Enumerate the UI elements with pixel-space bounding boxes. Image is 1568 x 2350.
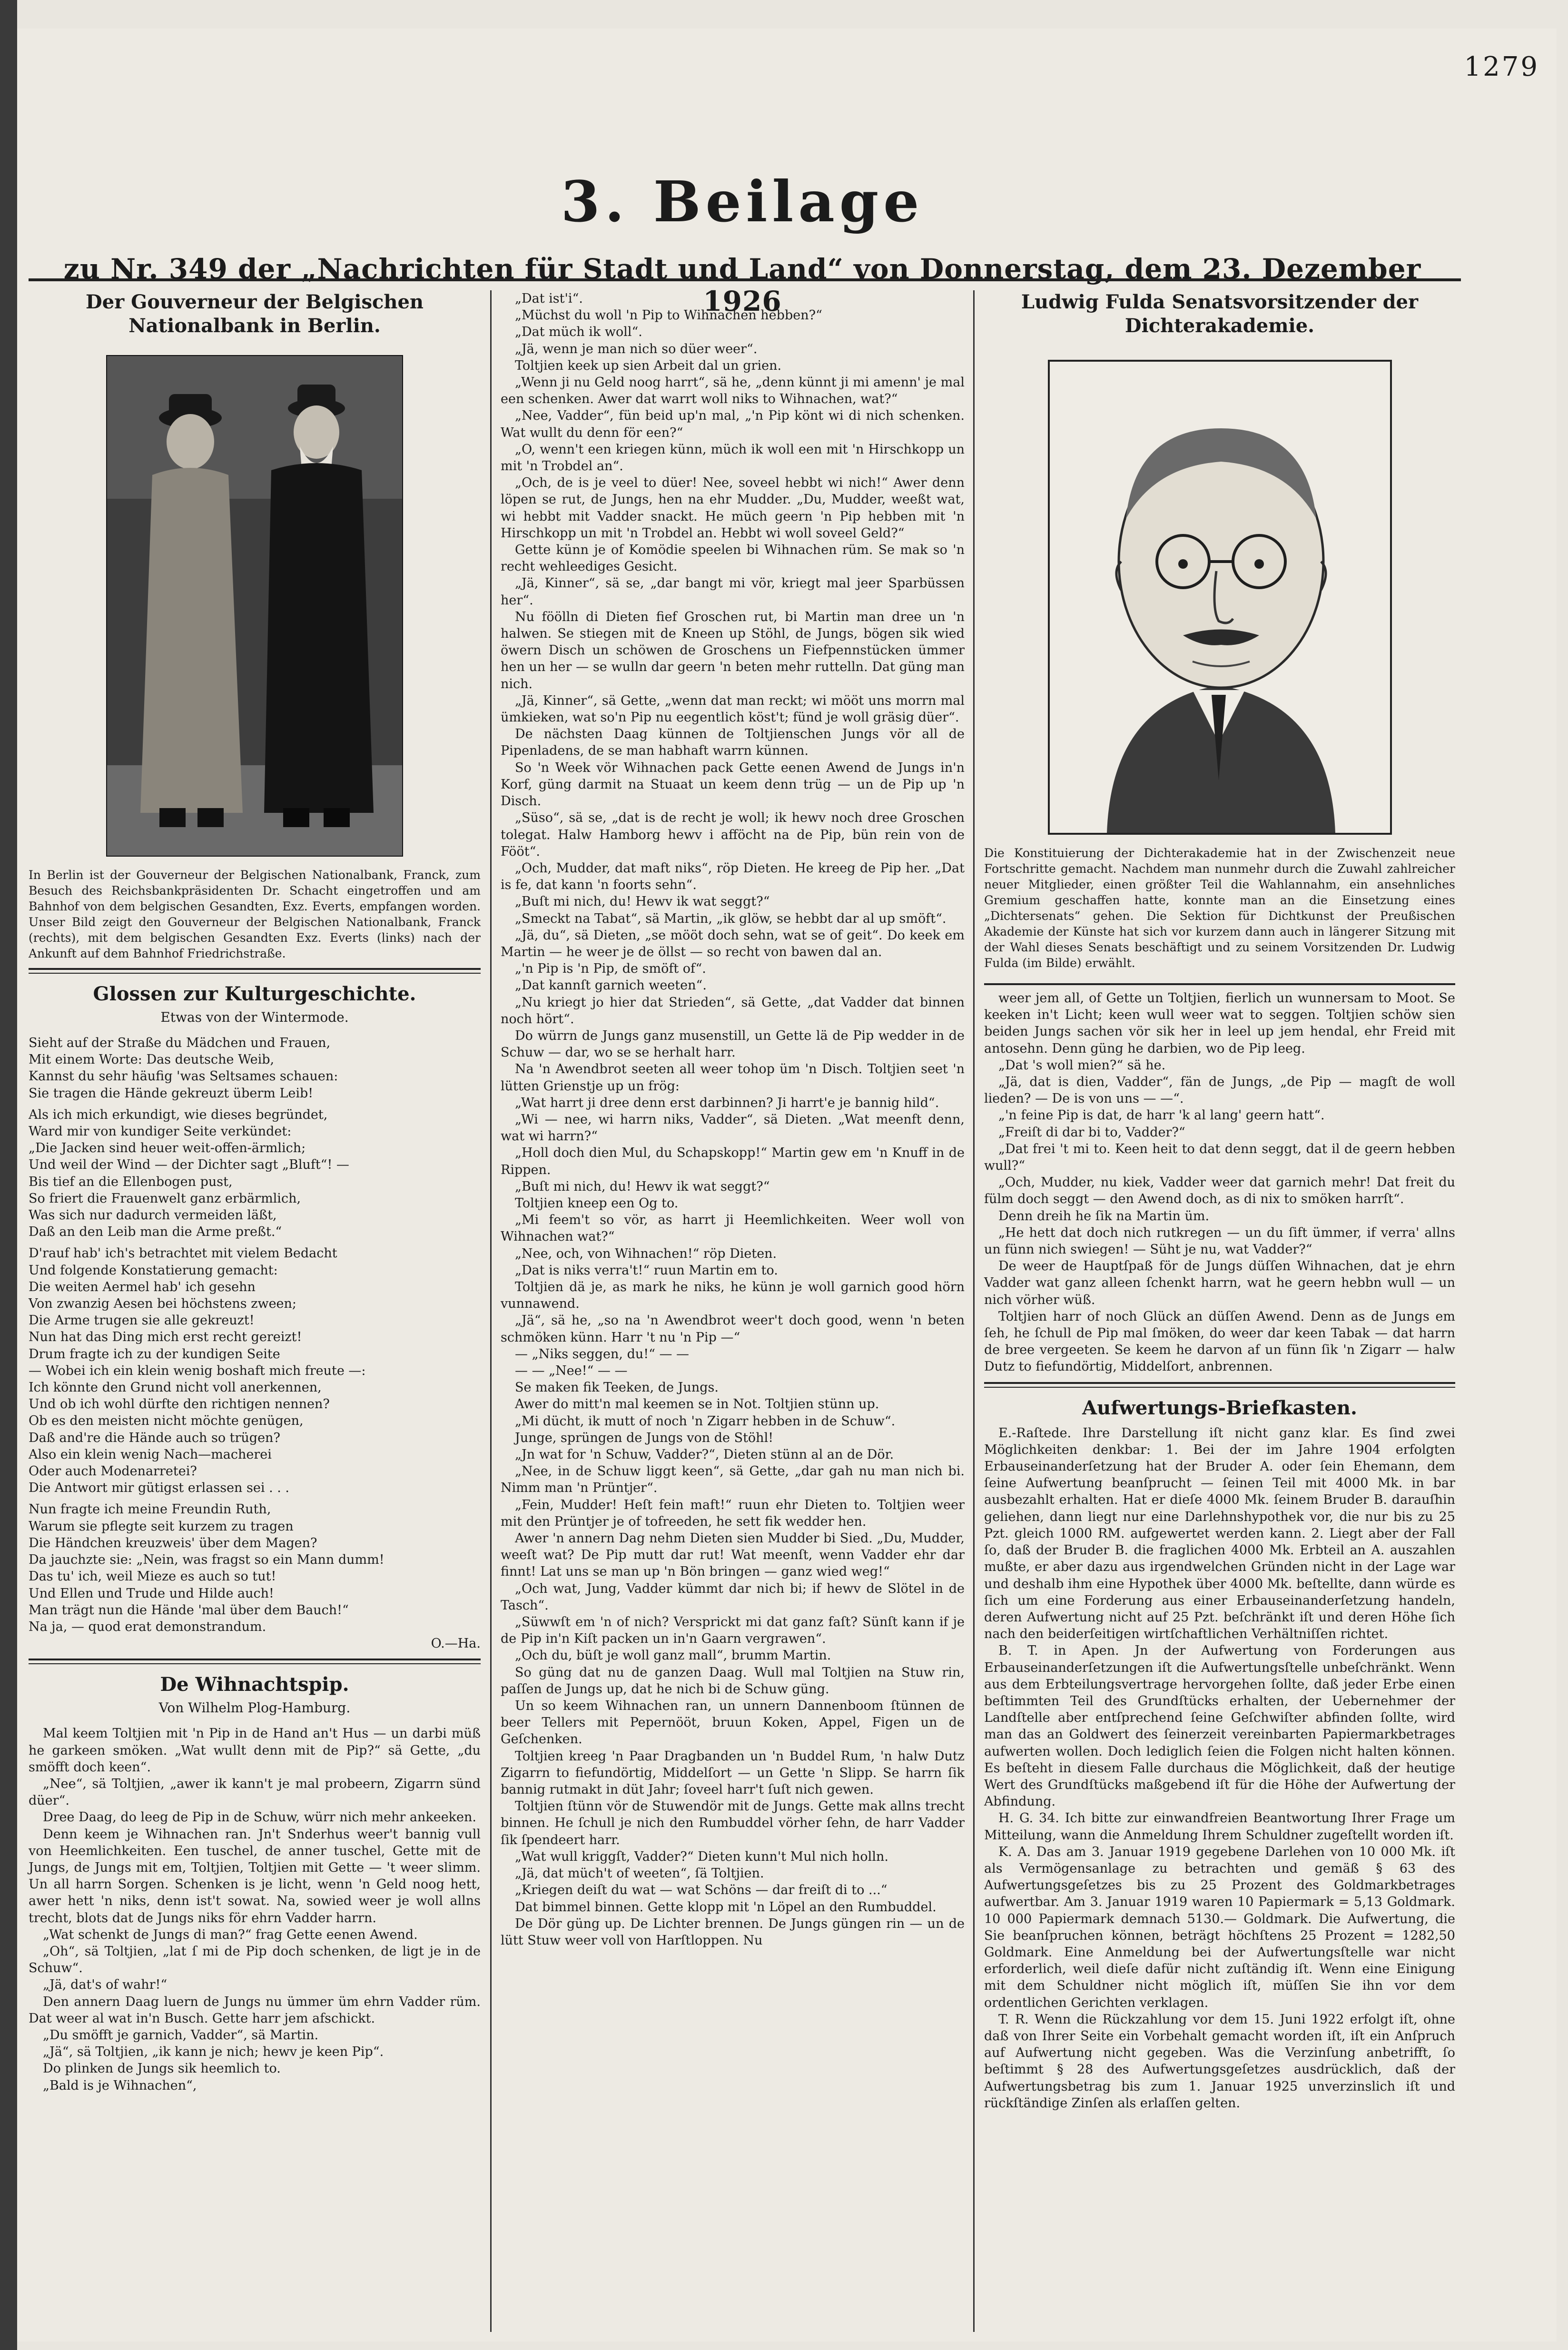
poem-line: Na ja, — quod erat demonstrandum. — [29, 1619, 266, 1634]
masthead-rule — [29, 278, 1461, 281]
story-paragraph: Toltjien kneep een Og to. — [515, 1195, 679, 1211]
poem-line: Die Arme trugen sie alle gekreuzt! — [29, 1313, 255, 1328]
portrait-drawing-image — [1050, 362, 1390, 833]
column-1 — [29, 290, 481, 2094]
wihnachtspip-story-continued — [501, 290, 965, 1949]
story-paragraph: „Jä, dat's of wahr!“ — [43, 1977, 168, 1993]
poem-line: Also ein klein wenig Nach—macherei — [29, 1447, 272, 1462]
story-paragraph: „Holl doch dien Mul, du Schapskopp!“ Martin gew em 'n Knuff in de Rippen. — [501, 1145, 965, 1177]
poem-line: Daß and're die Hände auch so trügen? — [29, 1430, 280, 1445]
story-paragraph: Gette künn je of Komödie speelen bi Wihnachen rüm. Se mak so 'n recht wehleediges Gesicht. — [501, 543, 965, 574]
poem-line: So friert die Frauenwelt ganz erbärmlich, — [29, 1191, 301, 1206]
poem-line: „Die Jacken sind heuer weit-offen-ärmlich; — [29, 1141, 306, 1156]
fulda-headline: Ludwig Fulda Senatsvorsitzender der Dichterakademie. — [1021, 291, 1419, 337]
story-paragraph: „Smeckt na Tabat“, sä Martin, „ik glöw, se hebbt dar al up smöft“. — [515, 911, 947, 926]
column-divider-1 — [490, 290, 492, 2332]
glossen-subhead: Etwas von der Wintermode. — [160, 1009, 349, 1025]
governor-photo-caption: In Berlin ist der Gouverneur der Belgischen Nationalbank, Franck, zum Besuch des Reichsbankpräsidenten Dr. Schacht eingetroffen und am Bahnhof von dem belgischen Gesandten, Exz. Everts, empfangen worden. Unser Bild zeigt den Gouverneur der Belgischen Nationalbank, Franck (rechts), mit dem belgischen Gesandten Exz. Everts (links) nach der Ankunft auf dem Bahnhof Friedrichstraße. — [29, 868, 481, 960]
glossen-poem — [29, 1035, 481, 1635]
poem-line: Oder auch Modenarretei? — [29, 1464, 197, 1479]
poem-line: Die weiten Aermel hab' ich gesehn — [29, 1279, 256, 1294]
governor-photo — [106, 355, 403, 857]
story-paragraph: Do würrn de Jungs ganz musenstill, un Gette lä de Pip wedder in de Schuw — dar, wo se se herhalt harr. — [501, 1028, 965, 1060]
briefkasten-answer: T. R. Wenn die Rückzahlung vor dem 15. Juni 1922 erfolgt iſt, ohne daß von Ihrer Seite ein Vorbehalt gemacht worden iſt, iſt ein Anſpruch auf Aufwertung nicht gegeben. Was die Verzinſung anbetrifft, ſo beſtimmt § 28 des Aufwertungsgeſetzes ausdrücklich, daß der Aufwertungsbetrag bis zum 1. Januar 1925 unverzinslich iſt und rückſtändige Zinſen als erlaſſen gelten. — [984, 2012, 1455, 2111]
story-paragraph: „Och wat, Jung, Vadder kümmt dar nich bi; if hewv de Slötel in de Tasch“. — [501, 1581, 965, 1613]
poem-line: Daß an den Leib man die Arme preßt.“ — [29, 1224, 282, 1240]
story-paragraph: „'n Pip is 'n Pip, de smöft of“. — [515, 961, 706, 977]
poem-line: Drum fragte ich zu der kundigen Seite — [29, 1346, 280, 1362]
story-paragraph: Den annern Daag luern de Jungs nu ümmer üm ehrn Vadder rüm. Dat weer al wat in'n Busch. Gette harr jem afschickt. — [29, 1994, 481, 2026]
poem-line: Und Ellen und Trude und Hilde auch! — [29, 1586, 274, 1601]
story-paragraph: „Dat is niks verra't!“ ruun Martin em to. — [515, 1263, 778, 1278]
story-paragraph: Toltjien keek up sien Arbeit dal un grien. — [515, 358, 782, 373]
poem-line: D'rauf hab' ich's betrachtet mit vielem Bedacht — [29, 1246, 337, 1261]
story-paragraph: Awer do mitt'n mal keemen se in Not. Toltjien stünn up. — [515, 1397, 879, 1412]
poem-line: Ich könnte den Grund nicht voll anerkennen, — [29, 1380, 322, 1395]
briefkasten-answer: E.-Raſtede. Ihre Darstellung iſt nicht ganz klar. Es ſind zwei Möglichkeiten denkbar: 1. Bei der im Jahre 1904 erfolgten Erbauseinanderſetzung hat der Bruder A. oder ſein Ehemann, dem ſeine Aufwertung beanſprucht — ſeinen Teil mit 4000 Mk. in bar ausbezahlt erhalten. Hat er dieſe 4000 Mk. ſeinem Bruder B. darauſhin geliehen, dann liegt nur eine Darlehnshypothek vor, die nur bis zu 25 Pzt. gleich 1000 RM. aufgewertet werden kann. 2. Liegt aber der Fall ſo, daß der Bruder B. die fraglichen 4000 Mk. Erbteil an A. auszahlen mußte, er aber dazu aus irgendwelchen Gründen nicht in der Lage war und deshalb ihm eine Hypothek über 4000 Mk. beſtellte, dann würde es ſich um eine Forderung aus einer Erbauseinanderſetzung handeln, deren Aufwertung nicht auf 25 Pzt. beſchränkt iſt und deren Höhe ſich nach den beiderſeitigen wirtſchaftlichen Verhältniſſen richtet. — [984, 1425, 1455, 1642]
story-paragraph: „Nee, in de Schuw liggt keen“, sä Gette, „dar gah nu man nich bi. Nimm man 'n Prüntjer“. — [501, 1464, 965, 1496]
glossen-headline: Glossen zur Kulturgeschichte. — [93, 983, 416, 1005]
story-paragraph: „Dat ist'i“. — [515, 291, 583, 306]
poem-line: Warum sie pflegte seit kurzem zu tragen — [29, 1519, 294, 1534]
story-paragraph: Se maken fik Teeken, de Jungs. — [515, 1380, 719, 1395]
story-paragraph: „Och, de is je veel to düer! Nee, soveel hebbt wi nich!“ Awer denn löpen se rut, de Jungs, hen na ehr Mudder. „Du, Mudder, weeßt wat, wi hebbt mit Vadder snackt. He müch geern 'n Pip hebben mit 'n Hirschkopp un mit 'n Trobdel an. Hebbt wi woll soveel Geld?“ — [501, 475, 965, 541]
story-paragraph: Awer 'n annern Dag nehm Dieten sien Mudder bi Sied. „Du, Mudder, weeſt wat? De Pip mutt dar rut! Wat meenſt, wenn Vadder ehr dar finnt! Lat uns se man up 'n Bön bringen — ganz wied weg!“ — [501, 1531, 965, 1580]
story-paragraph: „O, wenn't een kriegen künn, müch ik woll een mit 'n Hirschkopp un mit 'n Trobdel an“. — [501, 442, 965, 474]
story-paragraph: „Mi dücht, ik mutt of noch 'n Zigarr hebben in de Schuw“. — [515, 1413, 896, 1429]
poem-line: Man trägt nun die Hände 'mal über dem Bauch!“ — [29, 1602, 349, 1618]
story-paragraph: „Mi feem't so vör, as harrt ji Heemlichkeiten. Weer woll von Wihnachen wat?“ — [501, 1213, 965, 1244]
column-rule — [984, 983, 1455, 985]
story-paragraph: „Wat harrt ji dree denn erst darbinnen? Ji harrt'e je bannig hild“. — [515, 1095, 939, 1110]
story-paragraph: „Nu kriegt jo hier dat Strieden“, sä Gette, „dat Vadder dat binnen noch hört“. — [501, 995, 965, 1027]
story-paragraph: „Wat schenkt de Jungs di man?“ frag Gette eenen Awend. — [43, 1927, 418, 1942]
poem-line: Die Händchen kreuzweis' über dem Magen? — [29, 1535, 317, 1550]
poem-line: Und ob ich wohl dürfte den richtigen nennen? — [29, 1397, 330, 1412]
story-paragraph: „Jä, dat is dien, Vadder“, fän de Jungs, „de Pip — magſt de woll lieden? — De is von uns — —“. — [984, 1075, 1455, 1106]
section-rule — [29, 1659, 481, 1664]
story-paragraph: Denn keem je Wihnachen ran. Jn't Snderhus weer't bannig vull von Heemlichkeiten. Een tuschel, de anner tuschel, Gette mit de Jungs, de Jungs mit em, Toltjien, Toltjien mit Gette — 't weer slimm. Un all harrn Sorgen. Schenken is je licht, wenn 'n Geld noog hett, awer hett 'n niks, denn ist't sowat. Na, sowied weer je woll allns trecht, blots dat de Jungs niks för ehrn Vadder harrn. — [29, 1827, 481, 1925]
story-paragraph: Na 'n Awendbrot seeten all weer tohop üm 'n Disch. Toltjien seet 'n lütten Grienstje up un frög: — [501, 1062, 965, 1094]
section-rule — [984, 1382, 1455, 1388]
story-paragraph: „Müchst du woll 'n Pip to Wihnachen hebben?“ — [515, 308, 822, 323]
story-paragraph: So 'n Week vör Wihnachen pack Gette eenen Awend de Jungs in'n Korf, güng darmit na Stuaat un keem denn trüg — un de Pip up 'n Disch. — [501, 760, 965, 809]
poem-line: Nun hat das Ding mich erst recht gereizt! — [29, 1330, 302, 1345]
poem-line: Was sich nur dadurch vermeiden läßt, — [29, 1208, 277, 1223]
poem-line: Nun fragte ich meine Freundin Ruth, — [29, 1502, 271, 1517]
supplement-title: 3. Beilage — [561, 168, 924, 235]
story-paragraph: De nächsten Daag künnen de Toltjienschen Jungs vör all de Pipenladens, de se man habhaft warrn künnen. — [501, 727, 965, 759]
poem-line: — Wobei ich ein klein wenig boshaft mich freute —: — [29, 1363, 366, 1378]
briefkasten-answer: H. G. 34. Ich bitte zur einwandfreien Beantwortung Ihrer Frage um Mitteilung, wann die Anmeldung Ihrem Schuldner zugeſtellt worden iſt. — [984, 1811, 1455, 1843]
story-paragraph: „Dat frei 't mi to. Keen heit to dat denn seggt, dat il de geern hebben wull?“ — [984, 1141, 1455, 1174]
poem-line: Da jauchzte sie: „Nein, was fragst so ein Mann dumm! — [29, 1552, 385, 1568]
story-paragraph: „Jn wat for 'n Schuw, Vadder?“, Dieten stünn al an de Dör. — [515, 1447, 894, 1462]
story-paragraph: „Bald is je Wihnachen“, — [43, 2078, 197, 2093]
story-paragraph: „Nee, och, von Wihnachen!“ röp Dieten. — [515, 1246, 777, 1261]
story-paragraph: „Du smöfft je garnich, Vadder“, sä Martin. — [43, 2027, 319, 2043]
story-paragraph: Toltjien harr of noch Glück an düſſen Awend. Denn as de Jungs em ſeh, he ſchull de Pip mal ſmöken, do weer dar keen Tabak — dat harrn de bree vergeeten. Se keem he darvon af un fünn ſik 'n Zigarr — halw Dutz to fiefundörtig, Middelſort, anbrennen. — [984, 1309, 1455, 1374]
supplement-subtitle: zu Nr. 349 der „Nachrichten für Stadt und Land“ von Donnerstag, dem 23. Dezember 1926 — [63, 253, 1421, 317]
story-paragraph: „Fein, Mudder! Heſt fein maft!“ ruun ehr Dieten to. Toltjien weer mit den Prüntjer je of tofreeden, he sett fik wedder hen. — [501, 1497, 965, 1529]
poem-line: Ward mir von kundiger Seite verkündet: — [29, 1124, 292, 1139]
story-paragraph: weer jem all, of Gette un Toltjien, fierlich un wunnersam to Moot. Se keeken in't Licht; keen wull weer wat to seggen. Toltjien schöw sien beiden Jungs sachen vör sik her in leel up jem hendal, ehr Freid mit antosehn. Denn güng he darbien, wo de Pip leeg. — [984, 991, 1455, 1056]
fulda-portrait — [1048, 360, 1392, 835]
fulda-caption: Die Konstituierung der Dichterakademie hat in der Zwischenzeit neue Fortschritte gemacht. Nachdem man nunmehr durch die Zuwahl zahlreicher neuer Mitglieder, einen größter Teil die Wahlannahm, ein ansehnliches Gremium geschaffen hatte, konnte man an die Einsetzung eines „Dichtersenats“ gehen. Die Sektion für Dichtkunst der Preußischen Akademie der Künste hat sich vor kurzem dann auch in längerer Sitzung mit der Wahl dieses Senats beschäftigt und zu seinem Vorsitzenden Dr. Ludwig Fulda (im Bilde) erwählt. — [984, 846, 1455, 970]
story-paragraph: „Wi — nee, wi harrn niks, Vadder“, sä Dieten. „Wat meenft denn, wat wi harrn?“ — [501, 1112, 965, 1144]
column-3 — [984, 290, 1455, 2112]
binding-spine — [0, 0, 17, 2350]
poem-line: Kannst du sehr häufig 'was Seltsames schauen: — [29, 1069, 338, 1084]
story-paragraph: „Süso“, sä se, „dat is de recht je woll; ik hewv noch dree Groschen tolegat. Halw Hamborg hewv i afföcht na de Pip, bün rein von de Fööt“. — [501, 810, 965, 859]
briefkasten-headline: Aufwertungs-Briefkasten. — [1082, 1396, 1357, 1419]
poem-line: Die Antwort mir gütigst erlassen sei . . . — [29, 1481, 289, 1496]
story-paragraph: „Süwwſt em 'n of nich? Versprickt mi dat ganz faſt? Sünſt kann if je de Pip in'n Kiſt packen un in'n Gaarn vergrawen“. — [501, 1615, 965, 1647]
story-paragraph: Nu föölln di Dieten fief Groschen rut, bi Martin man dree un 'n halwen. Se stiegen mit de Kneen up Stöhl, de Jungs, bögen sik wied öwern Disch un schöwen de Groschens un Fiefpennstücken ümmer hen un her — se wulln dar geern 'n beten mehr ruttelln. Dat güng man nich. — [501, 609, 965, 691]
story-paragraph: „Jä, du“, sä Dieten, „se mööt doch sehn, wat se of geit“. Do keek em Martin — he weer je de öllst — so recht von bawen dal an. — [501, 928, 965, 959]
story-paragraph: „Jä, Kinner“, sä Gette, „wenn dat man reckt; wi mööt uns morrn mal ümkieken, wat so'n Pip nu eegentlich köst't; fünd je woll gräsig düer“. — [501, 693, 965, 725]
poem-line: Sie tragen die Hände gekreuzt überm Leib! — [29, 1086, 314, 1101]
poem-line: Bis tief an die Ellenbogen pust, — [29, 1174, 233, 1189]
story-paragraph: „He hett dat doch nich rutkregen — un du ſift ümmer, if verra' allns un fünn nich swiegen! — Süht je nu, wat Vadder?“ — [984, 1225, 1455, 1257]
story-paragraph: „Och, Mudder, dat maft niks“, röp Dieten. He kreeg de Pip her. „Dat is fe, dat kann 'n foorts sehn“. — [501, 860, 965, 893]
story-paragraph: Junge, sprüngen de Jungs von de Stöhl! — [515, 1430, 774, 1445]
poem-line: Von zwanzig Aesen bei höchstens zween; — [29, 1296, 297, 1312]
story-paragraph: — „Niks seggen, du!“ — — — [515, 1346, 690, 1362]
briefkasten-answer: K. A. Das am 3. Januar 1919 gegebene Darlehen von 10 000 Mk. iſt als Vermögensanlage zu betrachten und gemäß § 63 des Aufwertungsgeſetzes bis zu 25 Prozent des Goldmarkbetrages aufwertbar. Am 3. Januar 1919 waren 10 Papiermark = 5,13 Goldmark. 10 000 Papiermark demnach 5130.— Goldmark. Die Aufwertung, die Sie beanſpruchen können, beträgt höchſtens 25 Prozent = 1282,50 Goldmark. Eine Anmeldung bei der Aufwertungsſtelle war nicht erforderlich, weil dieſe dafür nicht zuſtändig iſt. Wenn eine Einigung mit dem Schuldner nicht möglich iſt, müſſen Sie ihn vor dem ordentlichen Gerichten verklagen. — [984, 1844, 1455, 2010]
story-paragraph: „Jä“, sä he, „so na 'n Awendbrot weer't doch good, wenn 'n beten schmöken künn. Harr 't nu 'n Pip —“ — [501, 1313, 965, 1345]
column-2 — [501, 290, 965, 1949]
story-paragraph: Toltjien dä je, as mark he niks, he künn je woll garnich good hörn vunnawend. — [501, 1279, 965, 1312]
story-paragraph: „Wenn ji nu Geld noog harrt“, sä he, „denn künnt ji mi amenn' je mal een schenken. Awer dat warrt woll niks to Wihnachen, wat?“ — [501, 375, 965, 407]
story-paragraph: „Jä, dat müch't of weeten“, ſä Toltjien. — [515, 1866, 764, 1881]
story-paragraph: „Nee“, sä Toltjien, „awer ik kann't je mal probeern, Zigarrn sünd düer“. — [29, 1776, 481, 1808]
story-paragraph: „Jä“, sä Toltjien, „ik kann je nich; hewv je keen Pip“. — [43, 2044, 384, 2060]
column-divider-2 — [973, 290, 975, 2332]
belgian-bank-headline: Der Gouverneur der Belgischen Nationalbank in Berlin. — [86, 291, 424, 337]
story-paragraph: — — „Nee!“ — — — [515, 1363, 628, 1378]
story-paragraph: „Dat kannſt garnich weeten“. — [515, 978, 707, 993]
section-rule — [29, 968, 481, 974]
poem-line: Sieht auf der Straße du Mädchen und Frauen, — [29, 1036, 331, 1050]
story-paragraph: „Och du, büſt je woll ganz mall“, brumm Martin. — [515, 1648, 831, 1663]
wihnachtspip-story-end — [984, 990, 1455, 1375]
story-paragraph: „Jä, Kinner“, sä se, „dar bangt mi vör, kriegt mal jeer Sparbüssen her“. — [501, 576, 965, 608]
briefkasten-answers — [984, 1425, 1455, 2112]
story-paragraph: Mal keem Toltjien mit 'n Pip in de Hand an't Hus — un darbi müß he garkeen smöken. „Wat wullt denn mit de Pip?“ sä Gette, „du smöfft doch keen“. — [29, 1726, 481, 1775]
story-paragraph: So güng dat nu de ganzen Daag. Wull mal Toltjien na Stuw rin, paſſen de Jungs up, dat he nich bi de Schuw güng. — [501, 1665, 965, 1697]
story-paragraph: Toltjien kreeg 'n Paar Dragbanden un 'n Buddel Rum, 'n halw Dutz Zigarrn to fiefundörtig, Middelſort — un Gette 'n Slipp. Se harrn ſik bannig rutmakt in düt Jahr; ſoveel harr't ſuſt nich gewen. — [501, 1748, 965, 1797]
briefkasten-answer: B. T. in Apen. Jn der Aufwertung von Forderungen aus Erbauseinanderſetzungen iſt die Aufwertungsſtelle unbeſchränkt. Wenn aus dem Erbteilungsvertrage hervorgehen ſollte, daß jeder Erbe einen beſtimmten Teil des Grundſtücks erhalten, der Uebernehmer der Landſtelle aber entſprechend ſeine Geſchwiſter abfinden ſollte, wird man das an Goldwert des ſeinerzeit vereinbarten Papiermarkbetrages aufwerten wollen. Doch lediglich ſeien die Folgen nicht halten können. Es beſteht in diesem Falle durchaus die Möglichkeit, daß der heutige Wert des Grundſtücks maßgebend iſt für die Höhe der Aufwertung der Abfindung. — [984, 1643, 1455, 1809]
story-paragraph: „Dat 's woll mien?“ sä he. — [998, 1057, 1166, 1073]
poem-line: Als ich mich erkundigt, wie dieses begründet, — [29, 1107, 328, 1122]
story-paragraph: „'n feine Pip is dat, de harr 'k al lang' geern hatt“. — [998, 1108, 1325, 1123]
story-paragraph: „Dat müch ik woll“. — [515, 325, 642, 340]
photo-two-men-image — [107, 356, 402, 856]
poem-line: Das tu' ich, weil Mieze es auch so tut! — [29, 1569, 276, 1584]
wihnachtspip-headline: De Wihnachtspip. — [160, 1673, 349, 1696]
poem-line: Und folgende Konstatierung gemacht: — [29, 1263, 278, 1278]
story-paragraph: „Wat wull kriggſt, Vadder?“ Dieten kunn't Mul nich holln. — [515, 1849, 888, 1864]
wihnachtspip-story — [29, 1725, 481, 2093]
story-paragraph: De weer de Hauptſpaß för de Jungs düſſen Wihnachen, dat je ehrn Vadder wat ganz alleen ſchenkt harrn, wat he geern hebbn wull — un nich vörher wüß. — [984, 1259, 1455, 1307]
story-paragraph: „Kriegen deiſt du wat — wat Schöns — dar freiſt di to ...“ — [515, 1883, 888, 1898]
story-paragraph: Toltjien ſtünn vör de Stuwendör mit de Jungs. Gette mak allns trecht binnen. He ſchull je nich den Rumbuddel vörher ſehn, de harr Vadder ſik ſpendeert harr. — [501, 1799, 965, 1847]
poem-line: Und weil der Wind — der Dichter sagt „Bluft“! — — [29, 1157, 349, 1173]
story-paragraph: De Dör güng up. De Lichter brennen. De Jungs güngen rin — un de lütt Stuw weer voll von Harſtloppen. Nu — [501, 1916, 965, 1948]
story-paragraph: „Buſt mi nich, du! Hewv ik wat seggt?“ — [515, 1179, 770, 1194]
story-paragraph: Do plinken de Jungs sik heemlich to. — [43, 2061, 281, 2076]
story-paragraph: „Freiſt di dar bi to, Vadder?“ — [998, 1125, 1185, 1140]
story-paragraph: Un so keem Wihnachen ran, un unnern Dannenboom ſtünnen de beer Tellers mit Pepernööt, bruun Koken, Appel, Figen un de Geſchenken. — [501, 1698, 965, 1747]
story-paragraph: Denn dreih he ſik na Martin üm. — [998, 1208, 1210, 1224]
page-number: 1279 — [1464, 51, 1539, 82]
wihnachtspip-byline: Von Wilhelm Plog-Hamburg. — [158, 1700, 351, 1716]
story-paragraph: Dat bimmel binnen. Gette klopp mit 'n Löpel an den Rumbuddel. — [515, 1899, 937, 1915]
poem-line: Ob es den meisten nicht möchte genügen, — [29, 1413, 304, 1429]
poem-line: Mit einem Worte: Das deutsche Weib, — [29, 1052, 275, 1067]
story-paragraph: „Nee, Vadder“, fün beid up'n mal, „'n Pip könt wi di nich schenken. Wat wullt du denn för een?“ — [501, 408, 965, 440]
story-paragraph: Dree Daag, do leeg de Pip in de Schuw, würr nich mehr ankeeken. — [43, 1810, 476, 1825]
story-paragraph: „Jä, wenn je man nich so düer weer“. — [515, 341, 758, 356]
story-paragraph: „Buſt mi nich, du! Hewv ik wat seggt?“ — [515, 894, 770, 909]
glossen-signature: O.—Ha. — [431, 1636, 481, 1651]
story-paragraph: „Och, Mudder, nu kiek, Vadder weer dat garnich mehr! Dat freit du fülm doch seggt — den Awend doch, as di nix to smöken harrſt“. — [984, 1175, 1455, 1207]
story-paragraph: „Oh“, sä Toltjien, „lat ſ mi de Pip doch schenken, de ligt je in de Schuw“. — [29, 1944, 481, 1976]
